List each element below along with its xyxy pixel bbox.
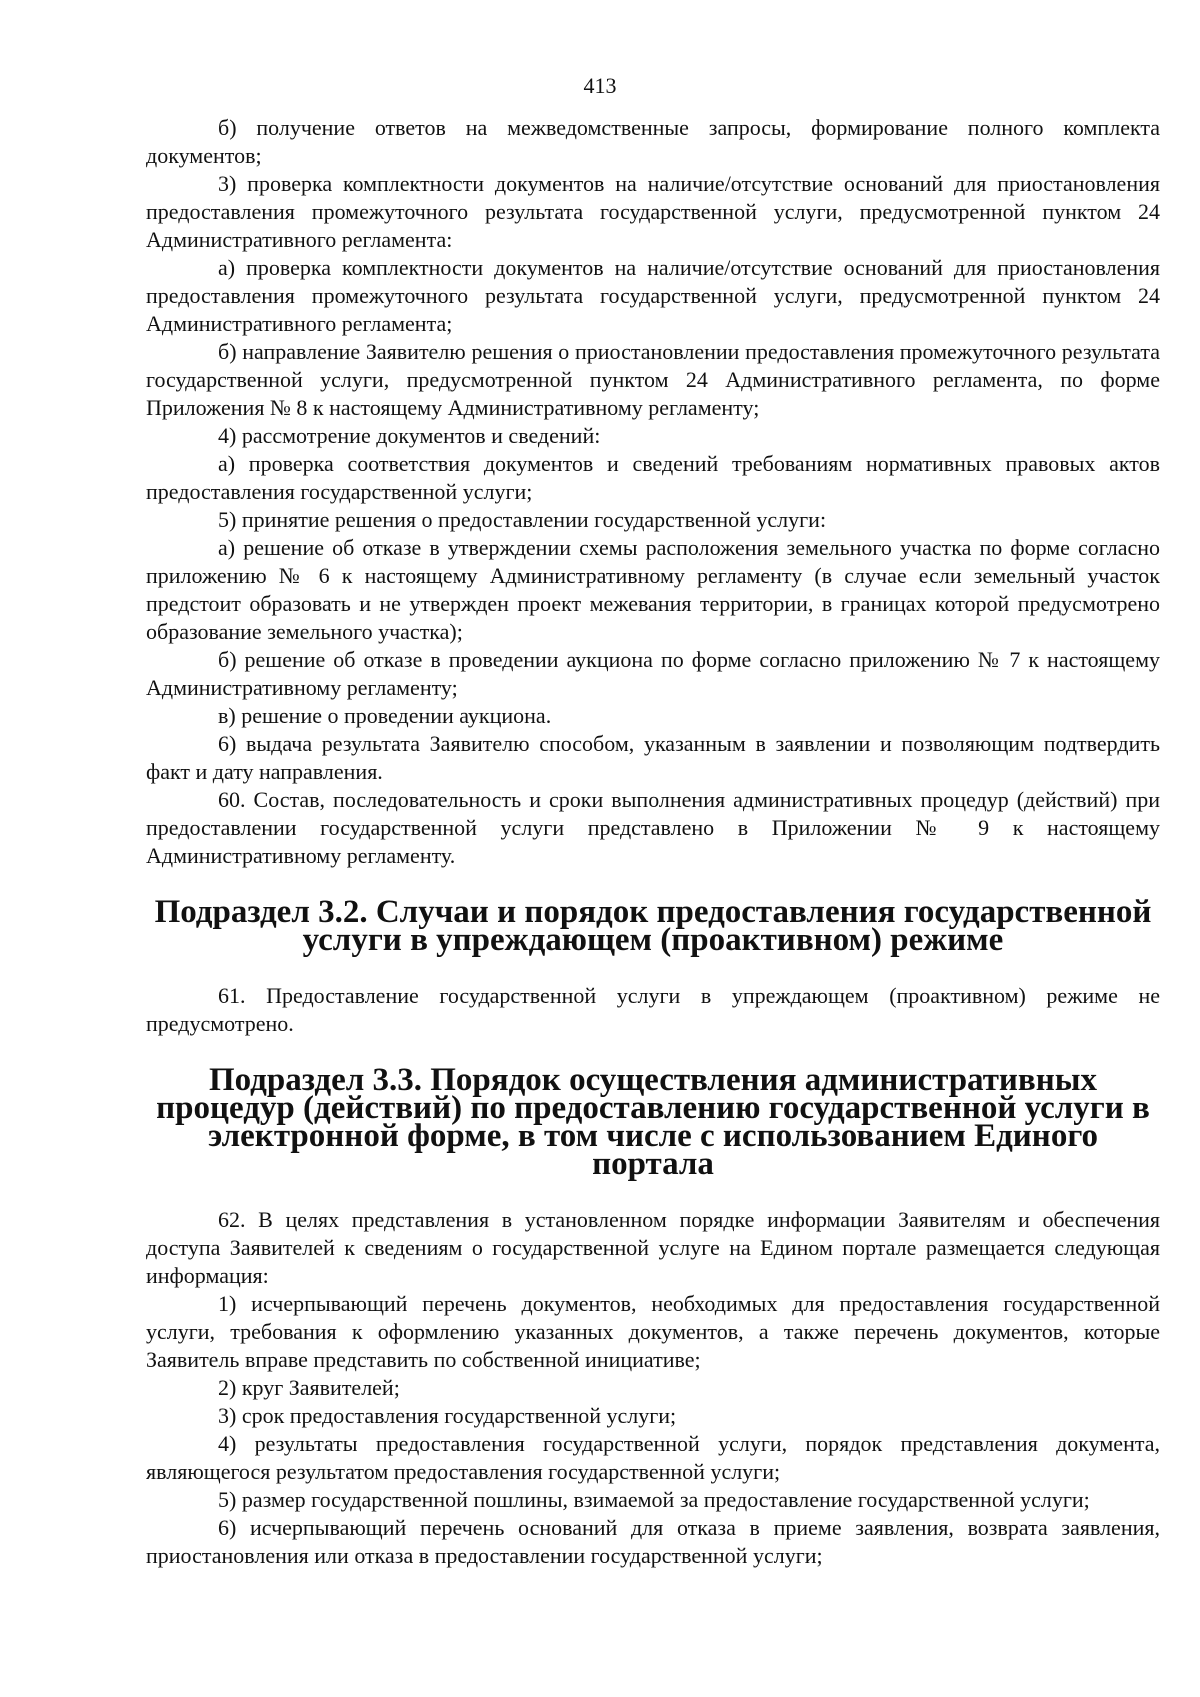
paragraph: б) получение ответов на межведомственные запросы, формирование полного комплекта документов; bbox=[146, 115, 1160, 168]
paragraph: в) решение о проведении аукциона. bbox=[218, 703, 552, 728]
paragraph: 6) исчерпывающий перечень оснований для отказа в приеме заявления, возврата заявления, приостановления или отказа в предоставлении государственной услуги; bbox=[146, 1515, 1160, 1568]
paragraph: б) направление Заявителю решения о приостановлении предоставления промежуточного результата государственной услуги, предусмотренной пунктом 24 Административного регламента, по форме Приложения № 8 к настоящему Административному регламенту; bbox=[146, 339, 1160, 420]
paragraph: 4) результаты предоставления государственной услуги, порядок представления документа, являющегося результатом предоставления государственной услуги; bbox=[146, 1431, 1160, 1484]
paragraph: б) решение об отказе в проведении аукциона по форме согласно приложению № 7 к настоящему Административному регламенту; bbox=[146, 647, 1160, 700]
section-heading-3-2: Подраздел 3.2. Случаи и порядок предоставления государственной услуги в упреждающем (проактивном) режиме bbox=[154, 894, 1152, 958]
paragraph: 60. Состав, последовательность и сроки выполнения административных процедур (действий) при предоставлении государственной услуги представлено в Приложении № 9 к настоящему Административному регламенту. bbox=[146, 787, 1160, 868]
paragraph: 3) проверка комплектности документов на наличие/отсутствие оснований для приостановления предоставления промежуточного результата государственной услуги, предусмотренной пунктом 24 Административного регламента: bbox=[146, 171, 1160, 252]
paragraph: 5) принятие решения о предоставлении государственной услуги: bbox=[218, 507, 827, 532]
paragraph: а) решение об отказе в утверждении схемы расположения земельного участка по форме согласно приложению № 6 к настоящему Административному регламенту (в случае если земельный участок предстоит образовать и не утвержден проект межевания территории, в границах которой предусмотрено образование земельного участка); bbox=[146, 535, 1160, 644]
paragraph-61: 61. Предоставление государственной услуги в упреждающем (проактивном) режиме не предусмотрено. bbox=[146, 983, 1160, 1036]
paragraph: 2) круг Заявителей; bbox=[218, 1375, 400, 1400]
paragraph: а) проверка комплектности документов на наличие/отсутствие оснований для приостановления предоставления промежуточного результата государственной услуги, предусмотренной пунктом 24 Административного регламента; bbox=[146, 255, 1160, 336]
paragraph: 5) размер государственной пошлины, взимаемой за предоставление государственной услуги; bbox=[218, 1487, 1090, 1512]
page-content bbox=[146, 114, 1160, 1570]
page-number: 413 bbox=[583, 73, 617, 98]
section-heading-3-3: Подраздел 3.3. Порядок осуществления административных процедур (действий) по предоставлению государственной услуги в электронной форме, в том числе с использованием Единого портала bbox=[156, 1062, 1150, 1182]
paragraph: 1) исчерпывающий перечень документов, необходимых для предоставления государственной услуги, требования к оформлению указанных документов, а также перечень документов, которые Заявитель вправе представить по собственной инициативе; bbox=[146, 1291, 1160, 1372]
paragraph: а) проверка соответствия документов и сведений требованиям нормативных правовых актов предоставления государственной услуги; bbox=[146, 451, 1160, 504]
paragraph: 6) выдача результата Заявителю способом, указанным в заявлении и позволяющим подтвердить факт и дату направления. bbox=[146, 731, 1160, 784]
paragraph: 4) рассмотрение документов и сведений: bbox=[218, 423, 601, 448]
paragraph: 3) срок предоставления государственной услуги; bbox=[218, 1403, 677, 1428]
paragraph: 62. В целях представления в установленном порядке информации Заявителям и обеспечения доступа Заявителей к сведениям о государственной услуге на Едином портале размещается следующая информация: bbox=[146, 1207, 1160, 1288]
